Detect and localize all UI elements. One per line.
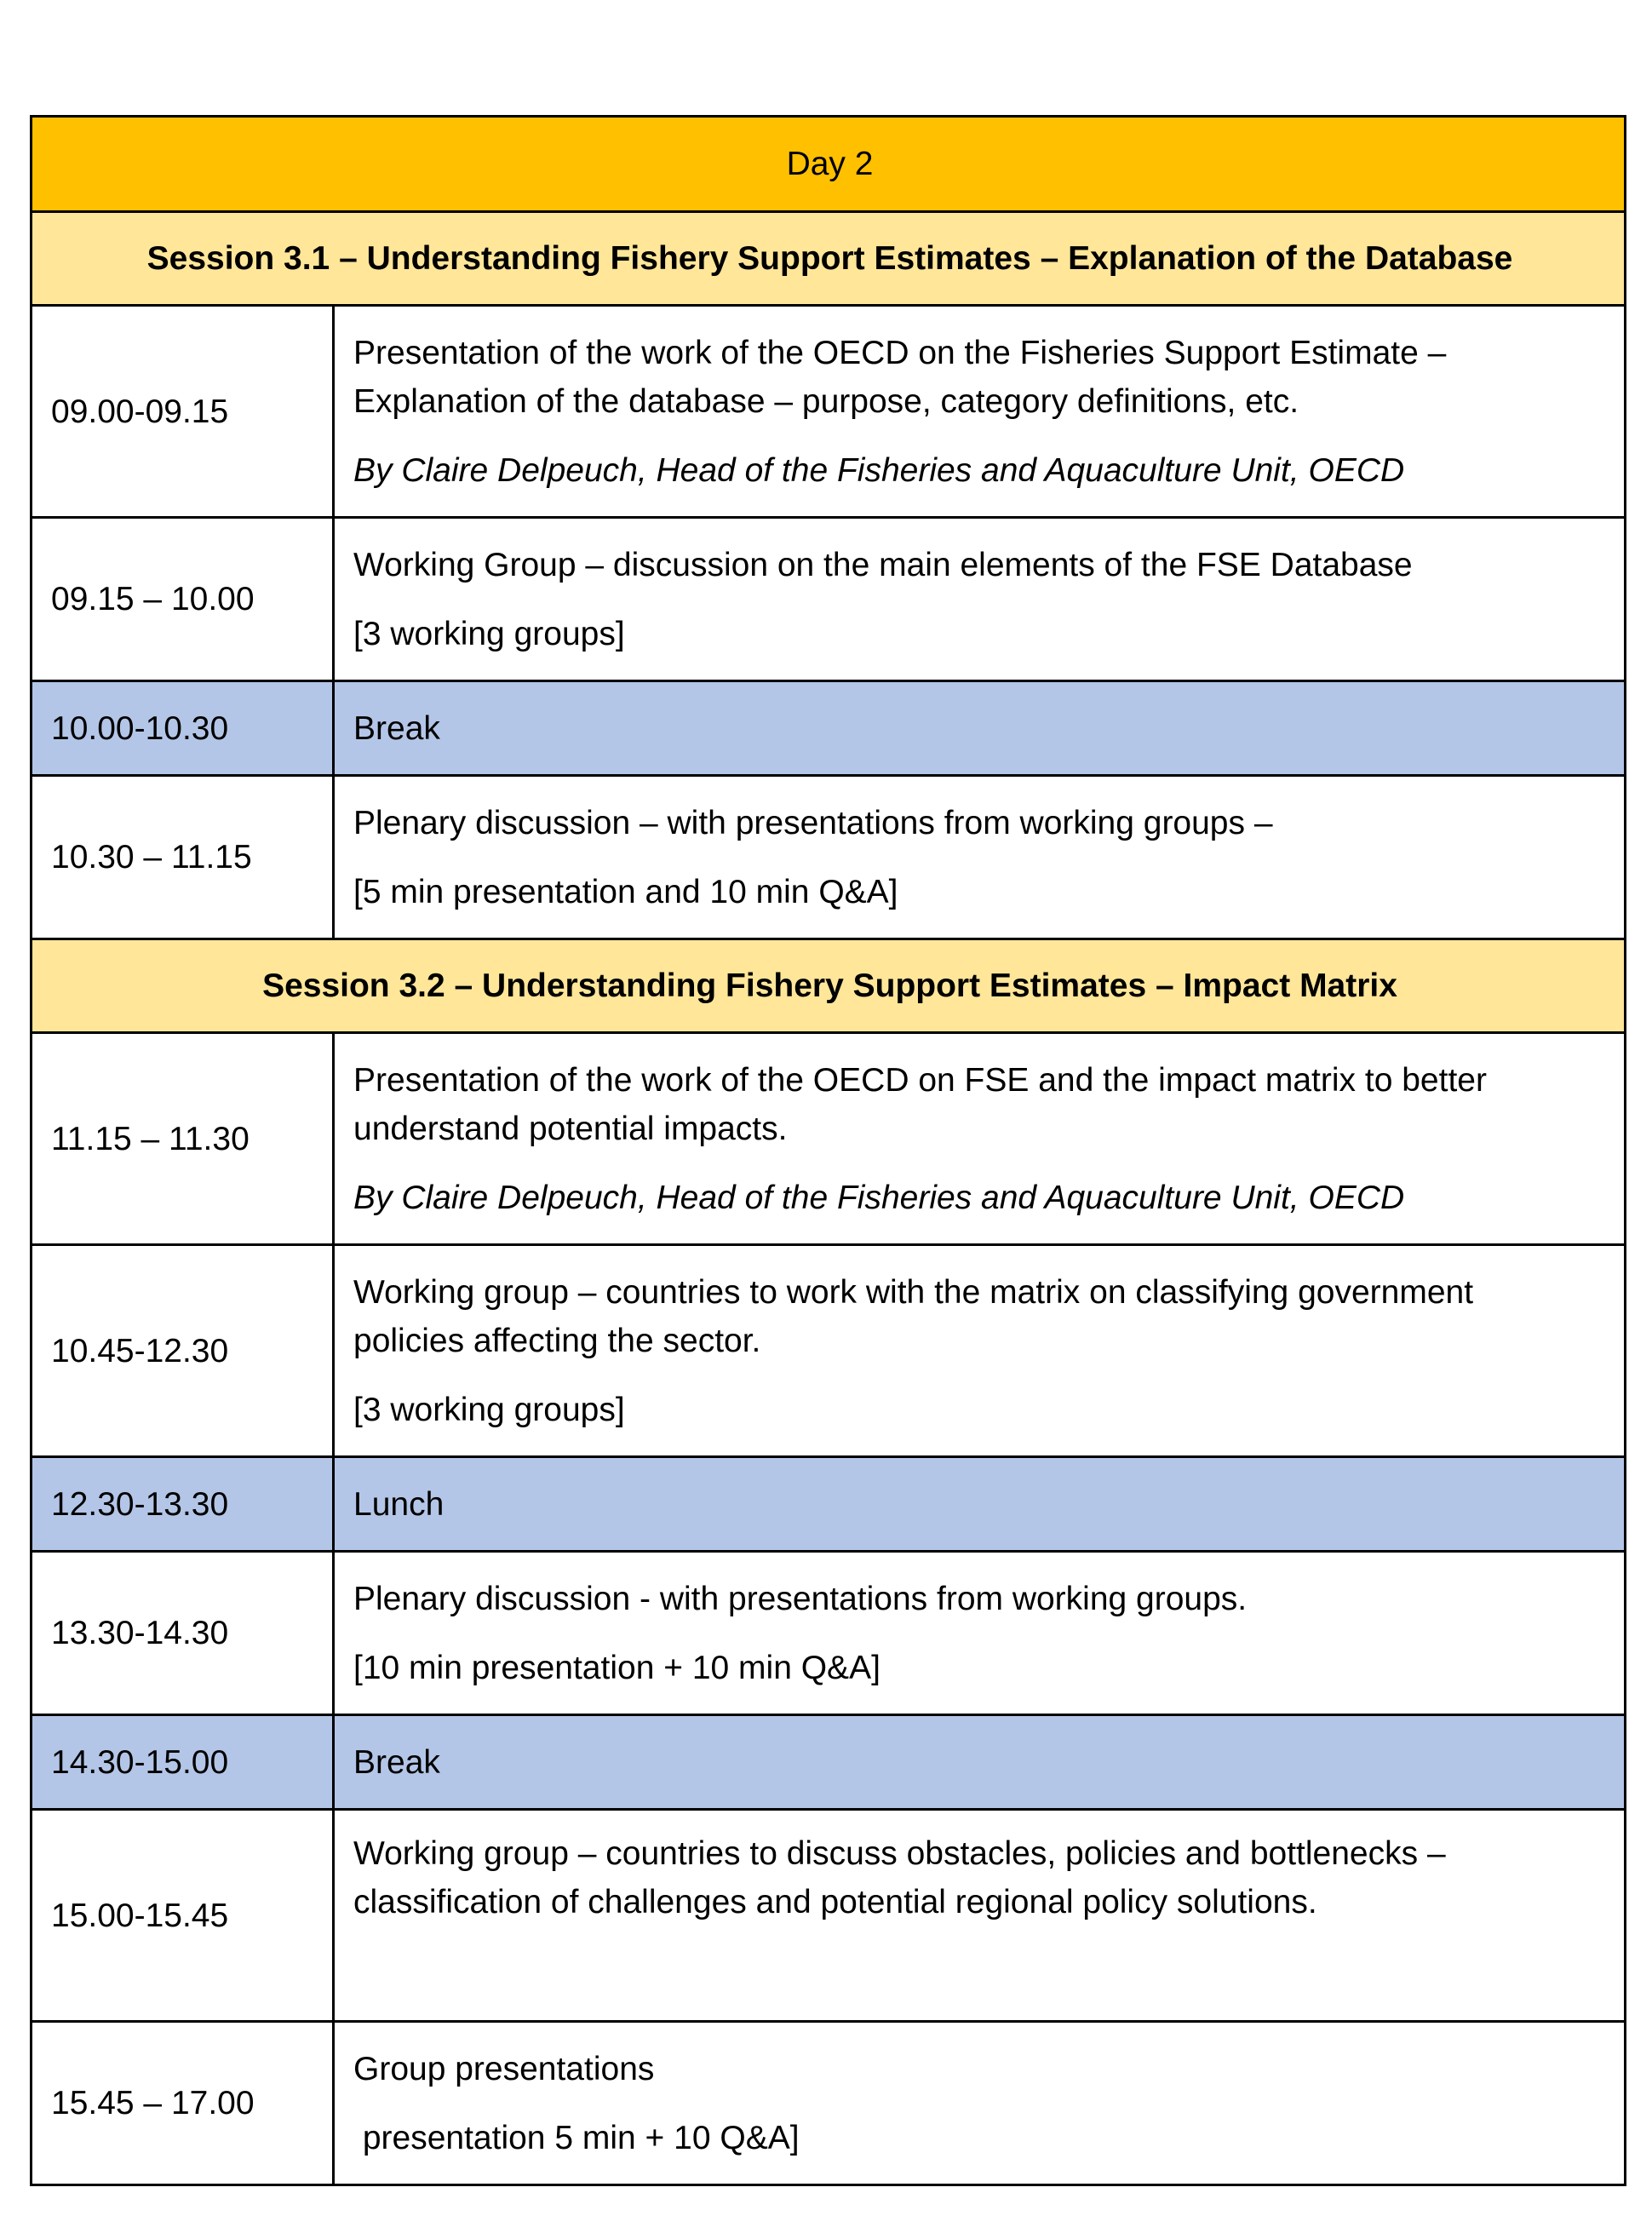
description-line: understand potential impacts. xyxy=(353,1110,788,1147)
time-cell: 10.30 – 11.15 xyxy=(32,776,334,939)
day-header: Day 2 xyxy=(32,117,1626,212)
description-cell xyxy=(334,518,1626,681)
time-cell: 12.30-13.30 xyxy=(32,1457,334,1552)
agenda-row xyxy=(32,306,1626,518)
description-cell xyxy=(334,776,1626,939)
lunch-row xyxy=(32,1457,1626,1552)
agenda-row xyxy=(32,518,1626,681)
time-cell: 09.15 – 10.00 xyxy=(32,518,334,681)
agenda-row xyxy=(32,2022,1626,2185)
description-cell xyxy=(334,1810,1626,2022)
time-cell: 10.45-12.30 xyxy=(32,1245,334,1457)
description-line: classification of challenges and potential regional policy solutions. xyxy=(353,1884,1317,1920)
time-cell: 13.30-14.30 xyxy=(32,1552,334,1715)
agenda-row xyxy=(32,1552,1626,1715)
speaker-note: By Claire Delpeuch, Head of the Fisheries and Aquaculture Unit, OECD xyxy=(353,1179,1405,1216)
description-cell xyxy=(334,1245,1626,1457)
description-note: [10 min presentation + 10 min Q&A] xyxy=(353,1649,880,1686)
description-line: Working group – countries to work with the matrix on classifying government xyxy=(353,1273,1474,1311)
description-line: Plenary discussion - with presentations from working groups. xyxy=(353,1580,1248,1617)
agenda-row xyxy=(32,1245,1626,1457)
time-cell: 14.30-15.00 xyxy=(32,1715,334,1810)
description-note: [5 min presentation and 10 min Q&A] xyxy=(353,873,898,910)
description-line: Presentation of the work of the OECD on the Fisheries Support Estimate – xyxy=(353,334,1447,371)
time-cell: 15.45 – 17.00 xyxy=(32,2022,334,2185)
time-cell: 15.00-15.45 xyxy=(32,1810,334,2022)
description-line: Presentation of the work of the OECD on FSE and the impact matrix to better xyxy=(353,1061,1487,1099)
description-line: Working group – countries to discuss obstacles, policies and bottlenecks – xyxy=(353,1835,1446,1872)
description-cell xyxy=(334,306,1626,518)
description-note: presentation 5 min + 10 Q&A] xyxy=(353,2119,800,2156)
day-header-row xyxy=(32,117,1626,212)
break-row xyxy=(32,681,1626,776)
description-line: Working Group – discussion on the main elements of the FSE Database xyxy=(353,546,1413,583)
time-cell: 09.00-09.15 xyxy=(32,306,334,518)
session-header-row xyxy=(32,212,1626,306)
description-line: policies affecting the sector. xyxy=(353,1322,761,1359)
agenda-row xyxy=(32,1810,1626,2022)
description-cell xyxy=(334,1033,1626,1245)
session-title: Session 3.1 – Understanding Fishery Support Estimates – Explanation of the Database xyxy=(32,212,1626,306)
session-header-row xyxy=(32,939,1626,1033)
agenda-table xyxy=(30,115,1626,2186)
agenda-row xyxy=(32,1033,1626,1245)
agenda-row xyxy=(32,776,1626,939)
time-cell: 10.00-10.30 xyxy=(32,681,334,776)
description-note: [3 working groups] xyxy=(353,1391,625,1428)
break-row xyxy=(32,1715,1626,1810)
description-note: [3 working groups] xyxy=(353,615,625,652)
description-cell: Break xyxy=(334,1715,1626,1810)
description-cell xyxy=(334,2022,1626,2185)
description-line: Plenary discussion – with presentations from working groups – xyxy=(353,804,1273,841)
description-cell xyxy=(334,1552,1626,1715)
description-line: Explanation of the database – purpose, category definitions, etc. xyxy=(353,382,1299,420)
session-title: Session 3.2 – Understanding Fishery Support Estimates – Impact Matrix xyxy=(32,939,1626,1033)
description-line: Group presentations xyxy=(353,2050,655,2087)
description-cell: Lunch xyxy=(334,1457,1626,1552)
description-cell: Break xyxy=(334,681,1626,776)
time-cell: 11.15 – 11.30 xyxy=(32,1033,334,1245)
speaker-note: By Claire Delpeuch, Head of the Fisheries and Aquaculture Unit, OECD xyxy=(353,451,1405,489)
